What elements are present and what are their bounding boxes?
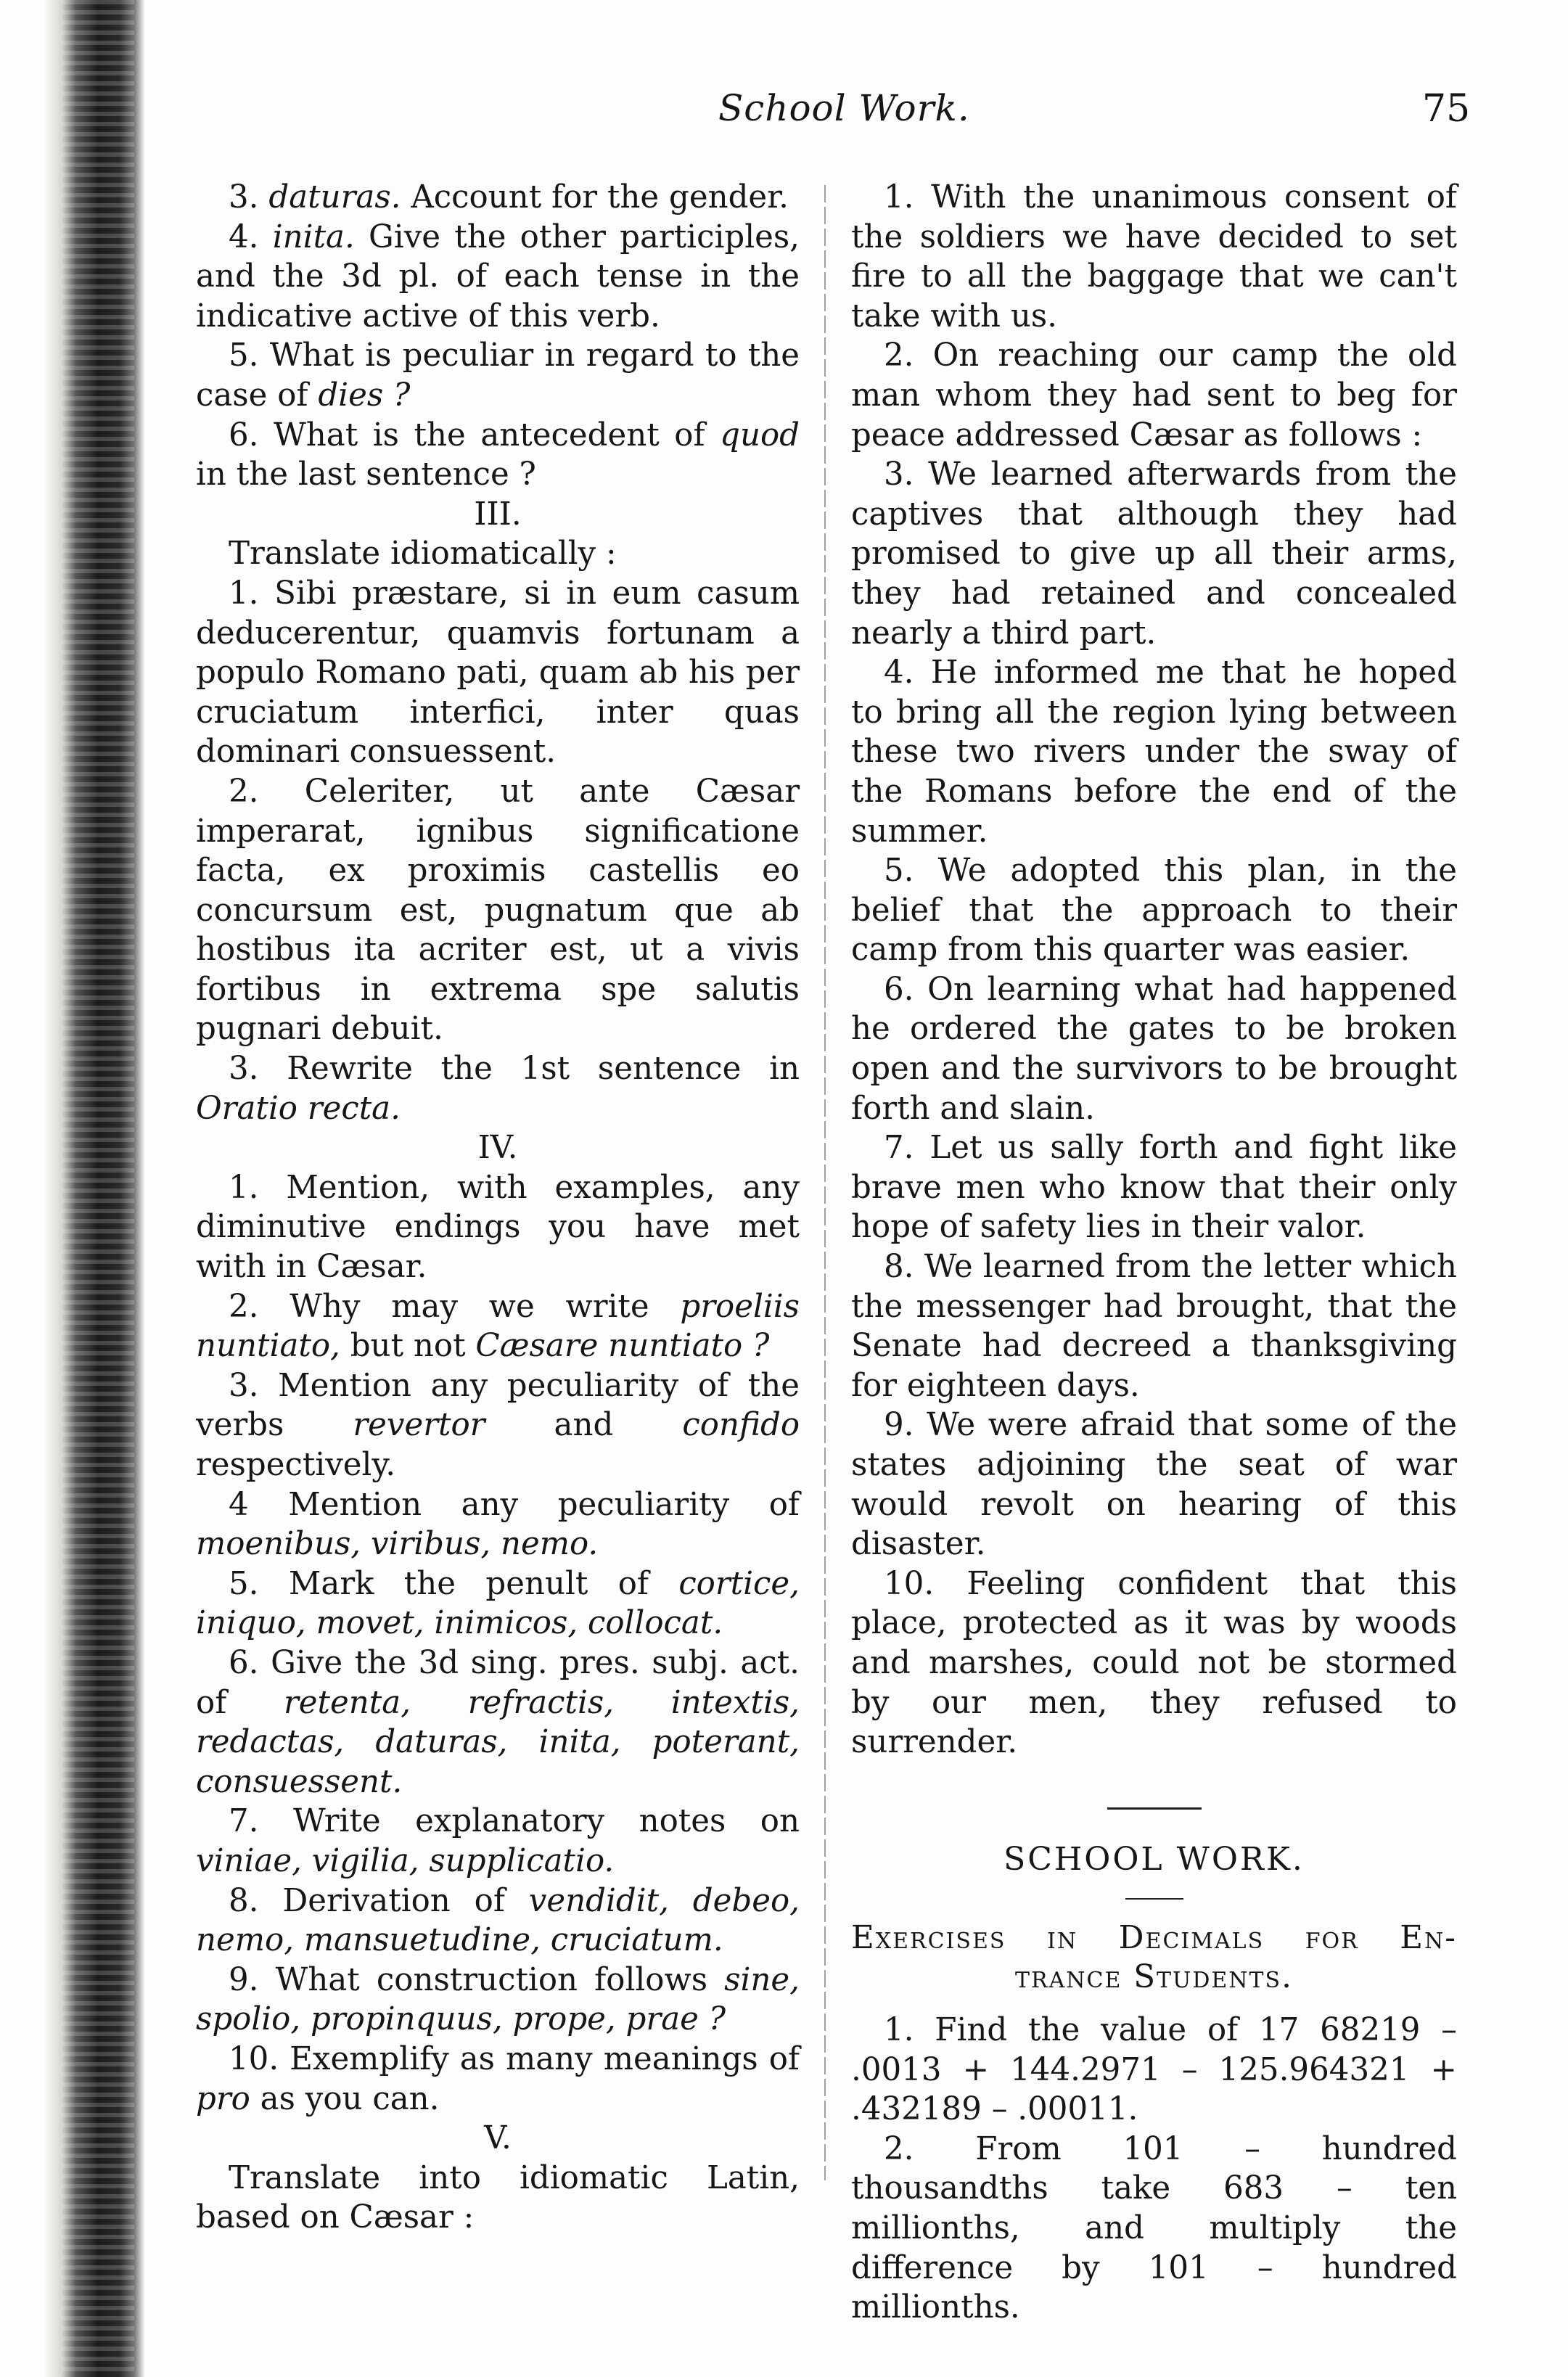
translation-item	[851, 851, 1457, 970]
question-item	[196, 178, 800, 218]
binding-shadow	[62, 0, 134, 2377]
latin-term: daturas.	[268, 179, 401, 215]
question-item	[196, 1802, 800, 1881]
item-number: 8.	[229, 1882, 259, 1919]
item-text: On learning what had happened he ordered the gates to be broken open and the survivors to be brought forth and slain.	[851, 971, 1457, 1127]
latin-term: Oratio recta.	[196, 1090, 401, 1127]
item-number: 8.	[884, 1249, 914, 1286]
item-number: 9.	[884, 1407, 914, 1444]
item-number: 3.	[229, 1367, 259, 1404]
item-number: 9.	[229, 1961, 259, 1998]
section-heading-iii: III.	[474, 496, 522, 533]
question-item	[196, 218, 800, 337]
latin-term: Cæsare nuntiato ?	[475, 1328, 770, 1365]
section-heading-iv: IV.	[477, 1130, 518, 1167]
translation-item	[851, 1128, 1457, 1247]
question-item	[196, 416, 800, 495]
translation-item	[851, 455, 1457, 653]
item-number: 7.	[229, 1803, 259, 1840]
question-item	[196, 1643, 800, 1802]
page-number: 75	[1422, 87, 1471, 131]
section-heading-v: V.	[484, 2120, 512, 2157]
item-number: 6.	[229, 1644, 259, 1681]
latin-term: proeliis nuntiato,	[196, 1288, 800, 1365]
item-number: 6.	[229, 416, 259, 453]
item-text: We learned from the letter which the messenger had brought, that the Senate had decreed a thanksgiving for eighteen days.	[851, 1249, 1457, 1404]
item-text: From 101 – hundred thousandths take 683 – ten millionths, and multiply the difference by 101 – hundred millionths.	[851, 2130, 1458, 2326]
item-text: Let us sally forth and fight like brave men who know that their only hope of safety lies in their valor.	[851, 1130, 1458, 1246]
item-text: Rewrite the 1st sentence in	[287, 1051, 800, 1088]
item-text: Find the value of 17 68219 – .0013 + 144.2971 – 125.964321 + .432189 – .00011.	[851, 2011, 1457, 2128]
latin-term: confido	[682, 1407, 800, 1444]
item-number: 2.	[229, 1288, 259, 1325]
item-number: 2.	[229, 773, 259, 810]
item-number: 3.	[884, 456, 914, 493]
item-text: Write explanatory notes on	[292, 1803, 800, 1840]
item-number: 3.	[229, 1051, 259, 1088]
item-number: 4	[229, 1486, 249, 1523]
item-number: 5.	[229, 337, 259, 374]
question-item	[196, 1485, 800, 1564]
right-column	[851, 178, 1457, 2328]
question-item	[196, 1961, 800, 2040]
latin-term: viniae, vigilia, supplicatio.	[196, 1842, 615, 1879]
item-text: What is peculiar in regard to the case of	[196, 337, 800, 414]
exercise-heading: trance Students.	[1015, 1959, 1293, 1996]
page-header	[0, 87, 1568, 145]
item-text: Mention any peculiarity of	[288, 1486, 800, 1523]
left-column	[196, 178, 800, 2238]
item-number: 1.	[229, 575, 259, 612]
item-text: Sibi præstare, si in eum casum deducerentur, quamvis fortunam a populo Romano pati, quam ab his per cruciatum interfici, inter quas dominari consuessent.	[196, 575, 800, 771]
question-item	[196, 1049, 800, 1128]
translation-item	[851, 1405, 1457, 1564]
item-text: as you can.	[260, 2080, 440, 2117]
question-item	[196, 574, 800, 772]
question-item	[196, 1881, 800, 1961]
item-text: and	[554, 1407, 683, 1444]
item-text: What is the antecedent of	[274, 416, 721, 453]
column-divider	[824, 185, 826, 2180]
item-text: We were afraid that some of the states adjoining the seat of war would revolt on hearing of this disaster.	[851, 1407, 1457, 1563]
exercise-heading: Exercises in Decimals for En-	[851, 1920, 1457, 1957]
item-text: Mark the penult of	[288, 1565, 679, 1602]
latin-term: cortice, iniquo, movet, inimicos, collocat.	[196, 1565, 800, 1642]
item-text: With the unanimous consent of the soldiers we have decided to set fire to all the baggage that we can't take with us.	[851, 179, 1457, 334]
item-text: What construction follows	[275, 1961, 725, 1998]
item-text: Give the 3d sing. pres. subj. act. of	[196, 1644, 800, 1721]
question-item	[196, 2040, 800, 2119]
item-number: 2.	[884, 337, 914, 374]
item-number: 1.	[229, 1169, 259, 1206]
item-number: 4.	[229, 218, 259, 255]
question-item	[196, 1564, 800, 1643]
latin-term: dies ?	[318, 377, 411, 414]
question-item	[196, 1168, 800, 1287]
question-item	[196, 336, 800, 415]
item-text: On reaching our camp the old man whom they had sent to beg for peace addressed Cæsar as follows :	[851, 337, 1457, 453]
item-text: We adopted this plan, in the belief that the approach to their camp from this quarter was easier.	[851, 853, 1457, 969]
latin-term: revertor	[353, 1407, 485, 1444]
item-number: 5.	[229, 1565, 259, 1602]
translation-item	[851, 1247, 1457, 1405]
item-number: 6.	[884, 971, 914, 1008]
running-title: School Work.	[718, 87, 970, 129]
latin-term: retenta, refractis, intextis, redactas, daturas, inita, poterant, consuessent.	[196, 1684, 800, 1800]
item-number: 1.	[884, 2011, 914, 2048]
item-text: respectively.	[196, 1447, 396, 1483]
item-text: Mention any peculiarity of the verbs	[196, 1367, 800, 1444]
latin-term: pro	[196, 2080, 250, 2117]
question-item	[196, 1287, 800, 1366]
item-text: Account for the gender.	[411, 179, 789, 215]
item-number: 3.	[229, 179, 259, 215]
translation-item	[851, 653, 1457, 851]
section-intro: Translate idiomatically :	[229, 535, 617, 572]
latin-term: inita.	[272, 218, 355, 255]
translation-item	[851, 1564, 1457, 1762]
item-text: Exemplify as many meanings of	[290, 2040, 800, 2077]
translation-item	[851, 178, 1457, 336]
item-text: Celeriter, ut ante Cæsar imperarat, ignibus significatione facta, ex proximis castellis eo concursum est, pugnatum que ab hostibus ita acriter est, ut a vivis fortibus in extrema spe salutis pugnari debuit.	[196, 773, 800, 1048]
exercise-item	[851, 2130, 1457, 2328]
item-text: Why may we write	[290, 1288, 681, 1325]
latin-term: moenibus, viribus, nemo.	[196, 1526, 599, 1563]
latin-term: quod	[720, 416, 800, 453]
translation-item	[851, 336, 1457, 455]
item-text: but not	[350, 1328, 476, 1365]
translation-item	[851, 970, 1457, 1128]
item-number: 2.	[884, 2130, 914, 2167]
item-text: We learned afterwards from the captives that although they had promised to give up all their arms, they had retained and concealed nearly a third part.	[851, 456, 1458, 652]
item-text: Mention, with examples, any diminutive endings you have met with in Cæsar.	[196, 1169, 800, 1286]
latin-term: sine, spolio, propinquus, prope, prae ?	[196, 1961, 800, 2038]
item-text: Give the other participles, and the 3d pl. of each tense in the indicative active of this verb.	[196, 218, 800, 334]
question-item	[196, 1366, 800, 1485]
item-text: Derivation of	[282, 1882, 529, 1919]
item-number: 10.	[229, 2040, 279, 2077]
exercise-item	[851, 2011, 1457, 2130]
item-text: Feeling confident that this place, protected as it was by woods and marshes, could not be stormed by our men, they refused to surrender.	[851, 1565, 1458, 1761]
latin-term: vendidit, debeo, nemo, mansuetudine, cruciatum.	[196, 1882, 800, 1959]
question-item	[196, 772, 800, 1049]
section-intro: Translate into idiomatic Latin, based on Cæsar :	[196, 2159, 800, 2236]
item-number: 10.	[884, 1565, 935, 1602]
item-text: in the last sentence ?	[196, 456, 536, 493]
item-number: 1.	[884, 179, 914, 215]
item-text: He informed me that he hoped to bring all the region lying between these two rivers under the sway of the Romans before the end of the summer.	[851, 654, 1458, 850]
item-number: 5.	[884, 853, 914, 890]
item-number: 7.	[884, 1130, 914, 1167]
section-title: SCHOOL WORK.	[1003, 1840, 1305, 1878]
item-number: 4.	[884, 654, 914, 691]
